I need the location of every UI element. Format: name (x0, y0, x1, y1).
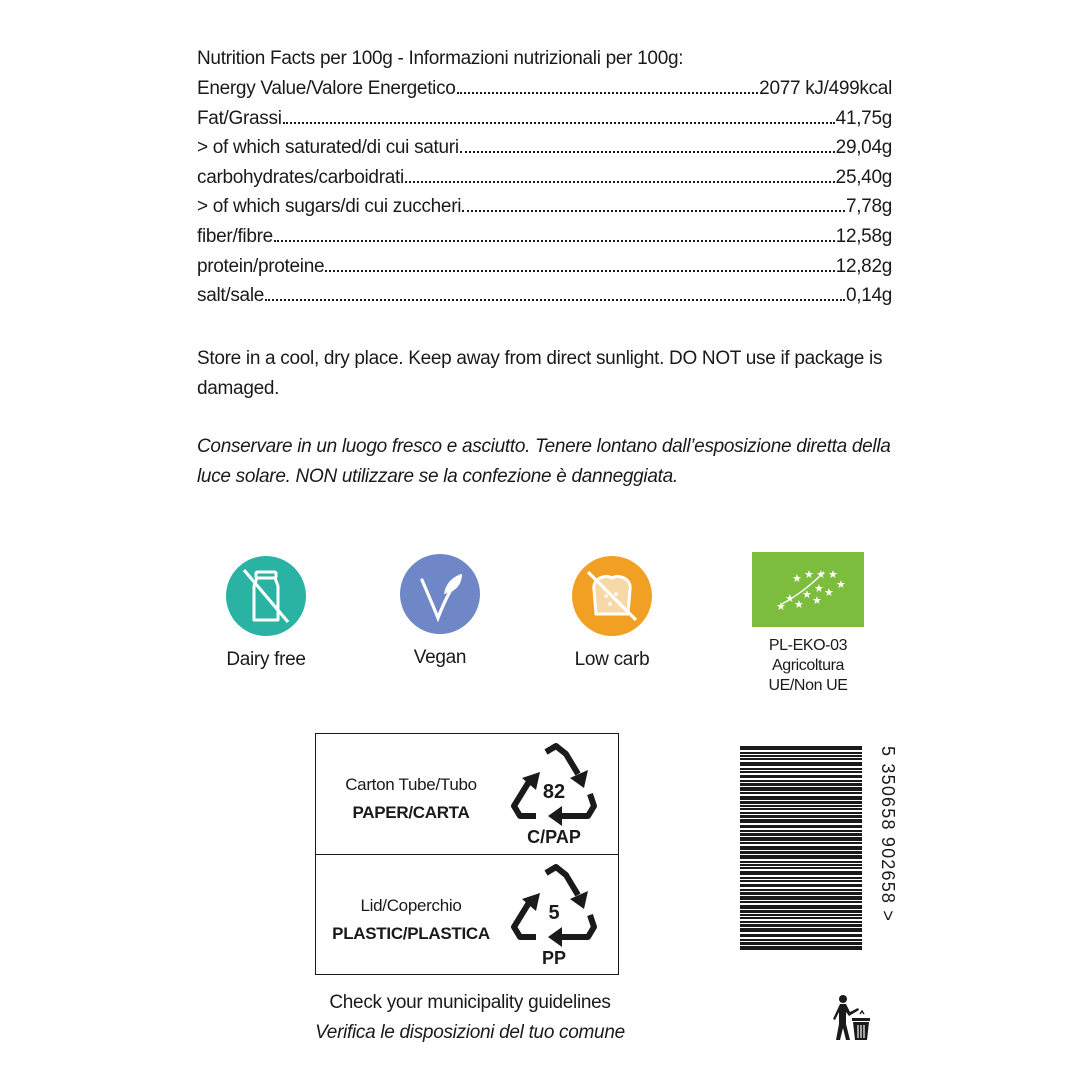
recycling-triangle-icon (508, 861, 600, 971)
barcode-bar (740, 924, 862, 927)
recycling-abbr: PP (541, 948, 567, 968)
nutrient-value: 41,75g (835, 107, 892, 129)
barcode-bar (740, 934, 862, 937)
dot-leader (283, 122, 835, 124)
svg-text:★: ★ (836, 578, 846, 591)
vegan-leaf-icon (400, 554, 480, 634)
recycling-material: PLASTIC/PLASTICA (332, 924, 490, 943)
check-english: Check your municipality guidelines (329, 992, 611, 1013)
recycling-type: Carton Tube/Tubo (345, 775, 477, 794)
barcode-bar (740, 914, 862, 916)
barcode-bar (740, 812, 862, 814)
dot-leader (460, 151, 835, 153)
barcode-bar (740, 768, 862, 770)
badge-dairy-free (206, 556, 326, 671)
recycling-text (316, 771, 506, 827)
svg-text:★: ★ (776, 600, 786, 613)
svg-text:★: ★ (812, 594, 822, 607)
barcode-bar (740, 905, 862, 909)
eu-organic-leaf-icon (752, 552, 864, 627)
barcode-bar (740, 833, 862, 836)
barcode-bar (740, 758, 862, 760)
badge-label: Vegan (413, 647, 467, 668)
nutrient-value: 0,14g (845, 285, 892, 307)
svg-text:★: ★ (814, 582, 824, 595)
barcode-bars (740, 746, 862, 950)
barcode-bar (740, 808, 862, 810)
disposal-instructions (270, 988, 670, 1048)
barcode-bar (740, 762, 862, 766)
barcode-bar (740, 946, 862, 950)
barcode-bar (740, 877, 862, 879)
badge-vegan (380, 554, 500, 669)
nutrition-heading: Nutrition Facts per 100g - Informazioni nutrizionali per 100g: (197, 48, 684, 69)
nutrition-row (197, 104, 892, 134)
recycling-text (316, 892, 506, 948)
nutrient-label: Fat/Grassi (197, 107, 282, 129)
nutrient-value: 7,78g (845, 196, 892, 218)
dot-leader (462, 210, 845, 212)
nutrient-value: 12,58g (835, 225, 892, 247)
barcode-bar (740, 755, 862, 757)
nutrition-row (197, 222, 892, 252)
barcode-bar (740, 901, 862, 903)
barcode-bar (740, 928, 862, 932)
organic-origin-eu: UE/Non UE (768, 677, 848, 694)
badge-label: Dairy free (226, 649, 306, 670)
barcode-bar (740, 917, 862, 919)
nutrition-row (197, 281, 892, 311)
barcode-bar (740, 780, 862, 782)
nutrition-facts (197, 44, 892, 311)
dot-leader (274, 240, 835, 242)
nutrient-value: 29,04g (835, 137, 892, 159)
barcode-bar (740, 771, 862, 773)
nutrition-row (197, 163, 892, 193)
eu-organic-text (740, 636, 876, 696)
barcode-bar (740, 796, 862, 800)
nutrient-label: > of which sugars/di cui zuccheri (197, 196, 462, 218)
recycling-type: Lid/Coperchio (360, 896, 462, 915)
barcode-bar (740, 842, 862, 844)
nutrient-label: Energy Value/Valore Energetico (197, 78, 456, 99)
recycling-row (316, 855, 618, 975)
nutrient-label: > of which saturated/di cui saturi (197, 137, 459, 159)
recycling-table (315, 733, 619, 975)
organic-origin: Agricoltura (771, 657, 845, 674)
barcode-bar (740, 792, 862, 794)
recycling-code: 82 (542, 781, 566, 803)
organic-code: PL-EKO-03 (768, 637, 848, 654)
barcode-bar (740, 896, 862, 900)
barcode-bar (740, 861, 862, 863)
svg-text:★: ★ (828, 568, 838, 581)
barcode-bar (740, 815, 862, 818)
barcode-bar (740, 851, 862, 854)
badge-low-carb (552, 556, 672, 671)
svg-text:★: ★ (816, 568, 826, 581)
recycling-abbr: C/PAP (527, 827, 581, 847)
barcode-bar (740, 819, 862, 823)
nutrition-row (197, 133, 892, 163)
dot-leader (405, 181, 835, 183)
barcode-bar (740, 884, 862, 887)
svg-text:★: ★ (792, 572, 802, 585)
nutrient-value: 2077 kJ/499kcal (759, 78, 892, 99)
barcode-bar (740, 775, 862, 778)
dairy-free-icon (226, 556, 306, 636)
barcode-bar (740, 867, 862, 869)
nutrient-label: fiber/fibre (197, 225, 273, 247)
nutrition-row (197, 192, 892, 222)
nutrient-label: protein/proteine (197, 255, 325, 277)
recycling-row (316, 734, 618, 855)
badge-label: Low carb (574, 649, 650, 670)
barcode-bar (740, 864, 862, 866)
barcode-bar (740, 783, 862, 786)
tidyman-bin-icon (834, 994, 872, 1042)
barcode-bar (740, 855, 862, 859)
barcode-bar (740, 825, 862, 828)
nutrition-rows (197, 74, 892, 311)
svg-text:★: ★ (785, 592, 795, 605)
check-italian: Verifica le disposizioni del tuo comune (315, 1022, 625, 1043)
recycling-triangle-icon (508, 740, 600, 850)
barcode-bar (740, 871, 862, 875)
barcode-bar (740, 746, 862, 750)
nutrition-row (197, 74, 892, 104)
barcode-bar (740, 942, 862, 945)
dot-leader (325, 270, 834, 272)
barcode-bar (740, 910, 862, 913)
recycling-code: 5 (548, 902, 560, 924)
svg-text:★: ★ (802, 588, 812, 601)
barcode-bar (740, 846, 862, 850)
dot-leader (457, 92, 759, 94)
storage-italian: Conservare in un luogo fresco e asciutto. Tenere lontano dall’esposizione diretta della luce solare. NON utilizzare se la confezione è danneggiata. (197, 436, 891, 487)
barcode-bar (740, 939, 862, 941)
nutrition-row (197, 252, 892, 282)
nutrient-value: 25,40g (835, 166, 892, 188)
barcode-bar (740, 921, 862, 923)
barcode-digits: 5 350658 902658 > (878, 746, 898, 923)
svg-text:★: ★ (824, 586, 834, 599)
barcode-bar (740, 787, 862, 791)
recycling-material: PAPER/CARTA (352, 803, 470, 822)
dot-leader (265, 299, 845, 301)
nutrient-label: salt/sale (197, 285, 265, 307)
low-carb-bread-icon (572, 556, 652, 636)
svg-text:★: ★ (804, 568, 814, 581)
barcode-bar (740, 805, 862, 807)
barcode-bar (740, 880, 862, 882)
storage-english: Store in a cool, dry place. Keep away from direct sunlight. DO NOT use if package is damaged. (197, 348, 883, 399)
nutrient-label: carbohydrates/carboidrati (197, 166, 404, 188)
barcode-bar (740, 889, 862, 891)
nutrient-value: 12,82g (835, 255, 892, 277)
barcode-bar (740, 752, 862, 754)
barcode-bar (740, 830, 862, 832)
barcode (738, 742, 898, 954)
barcode-bar (740, 801, 862, 804)
barcode-bar (740, 892, 862, 895)
svg-text:★: ★ (794, 598, 804, 611)
barcode-bar (740, 837, 862, 841)
